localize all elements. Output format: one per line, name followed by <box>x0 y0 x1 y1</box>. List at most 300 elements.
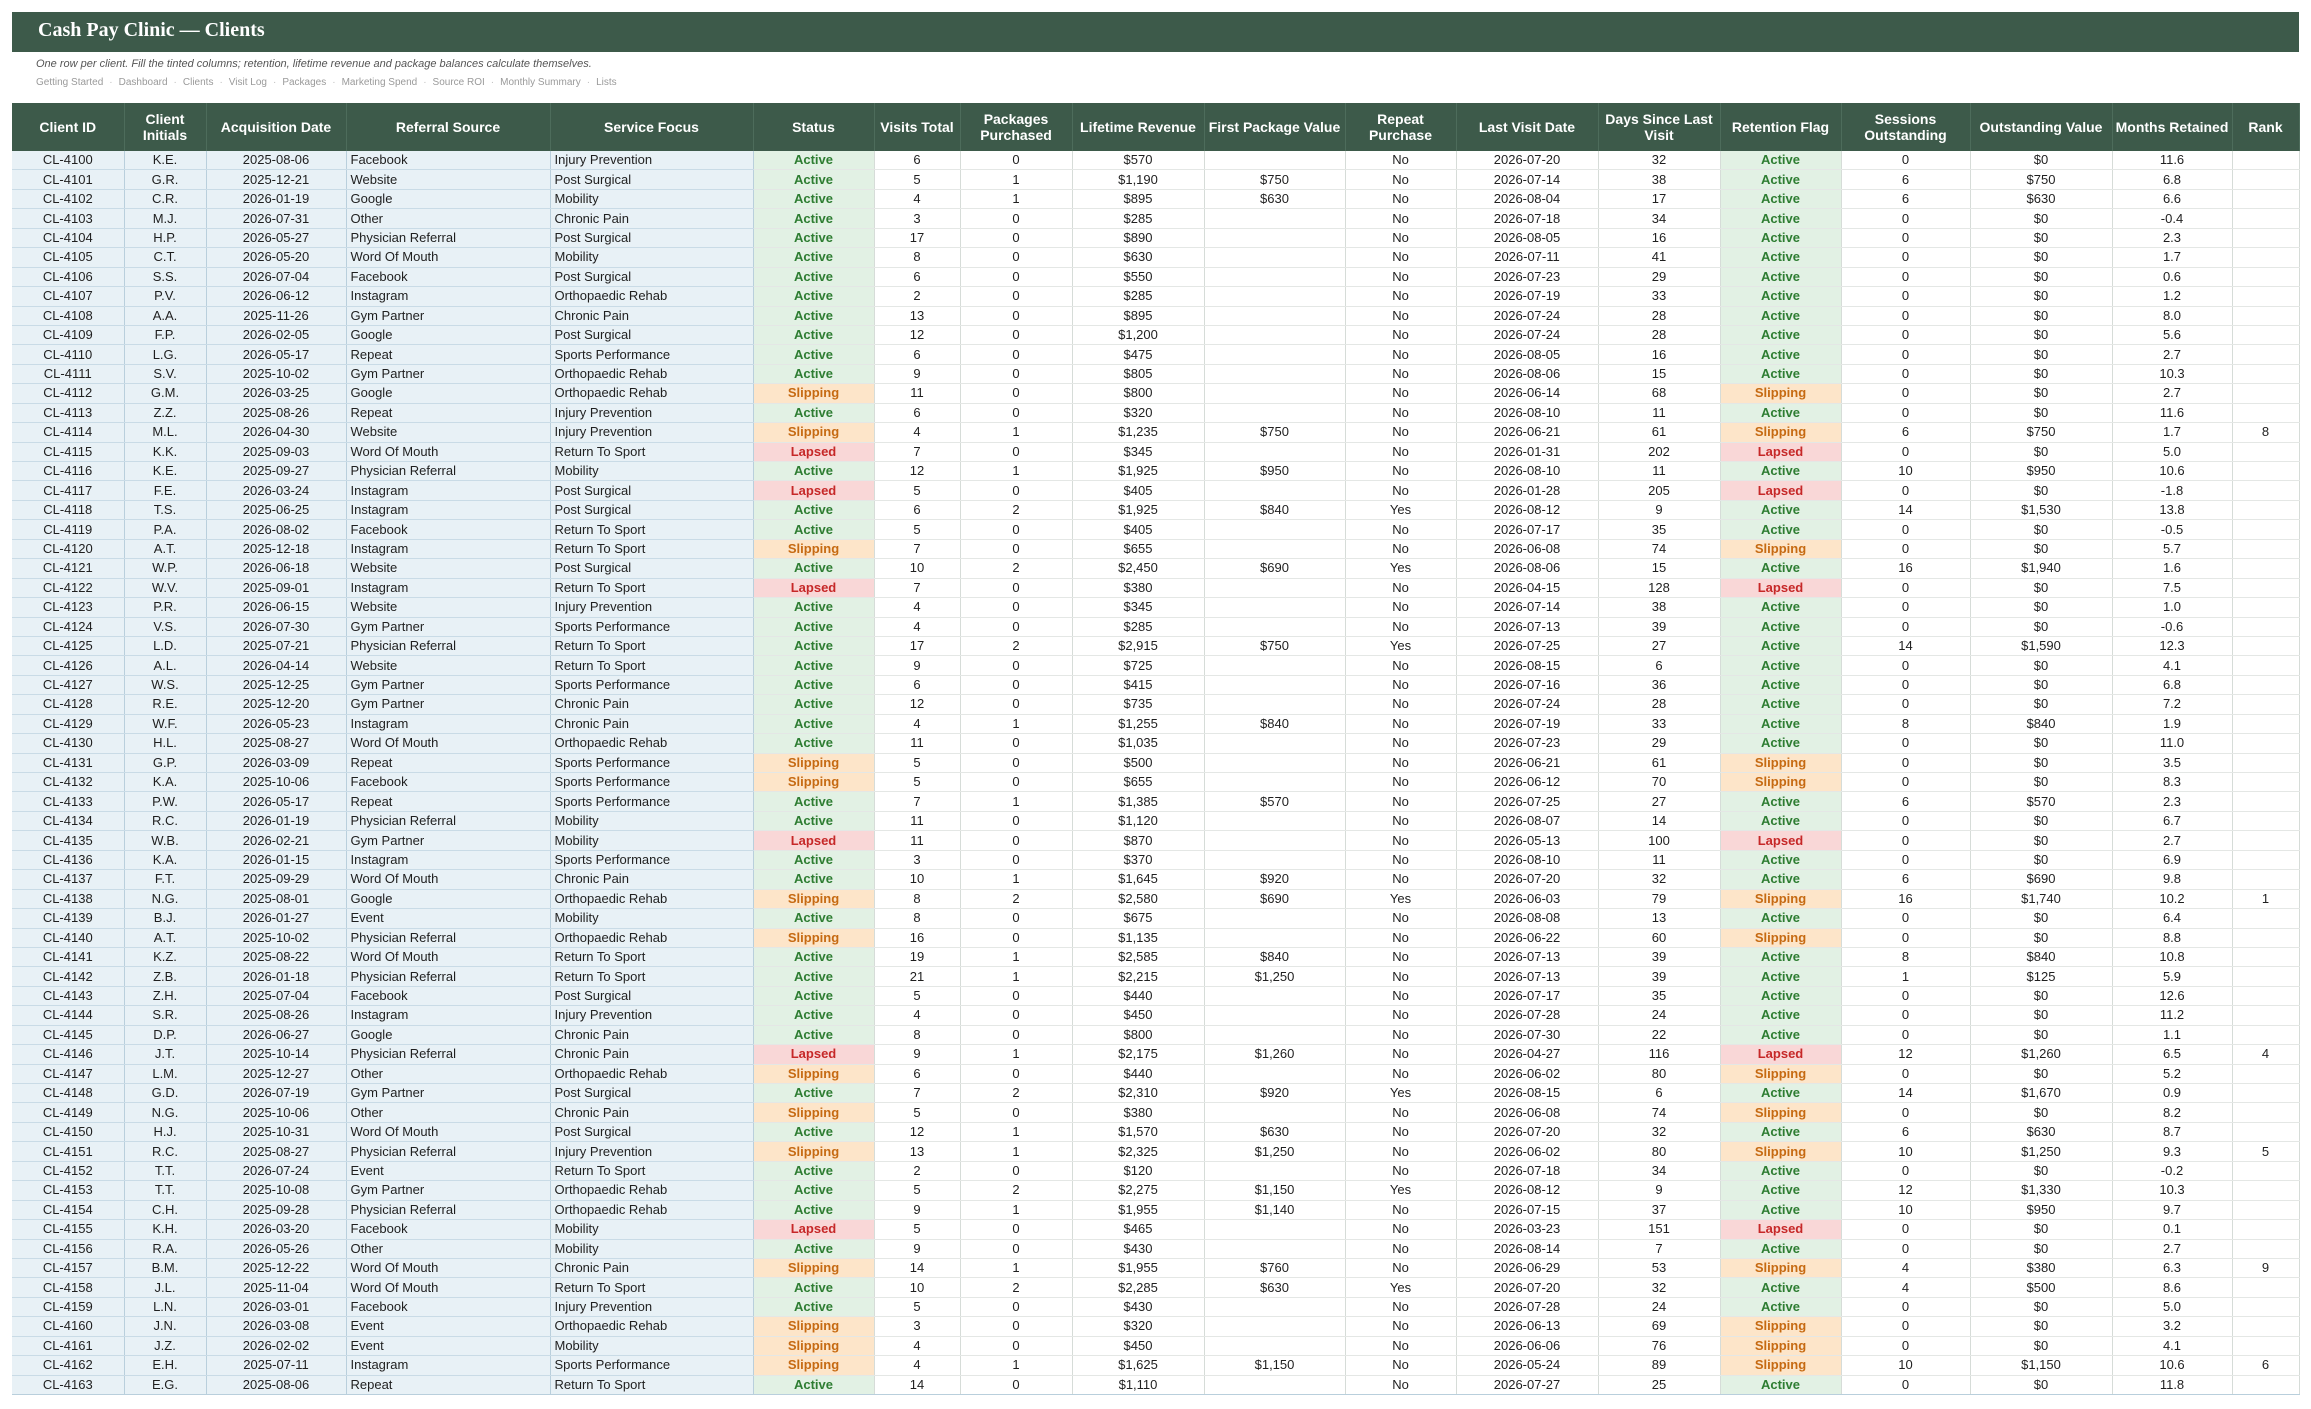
cell-client-id[interactable]: CL-4116 <box>12 462 124 481</box>
cell-retention-flag[interactable]: Slipping <box>1720 384 1841 403</box>
cell-months-retained[interactable]: 2.7 <box>2112 1239 2232 1258</box>
cell-first-package-value[interactable] <box>1204 403 1345 422</box>
cell-sessions-outstanding[interactable]: 0 <box>1841 1336 1970 1355</box>
cell-service-focus[interactable]: Return To Sport <box>550 442 753 461</box>
cell-referral-source[interactable]: Physician Referral <box>346 636 550 655</box>
cell-visits-total[interactable]: 14 <box>874 1375 960 1394</box>
cell-first-package-value[interactable] <box>1204 1239 1345 1258</box>
cell-last-visit-date[interactable]: 2026-06-21 <box>1456 423 1598 442</box>
cell-lifetime-revenue[interactable]: $450 <box>1072 1336 1204 1355</box>
cell-packages-purchased[interactable]: 0 <box>960 928 1072 947</box>
cell-first-package-value[interactable] <box>1204 578 1345 597</box>
cell-outstanding-value[interactable]: $0 <box>1970 850 2112 869</box>
cell-referral-source[interactable]: Physician Referral <box>346 1045 550 1064</box>
cell-outstanding-value[interactable]: $0 <box>1970 831 2112 850</box>
cell-first-package-value[interactable]: $1,150 <box>1204 1181 1345 1200</box>
cell-acquisition-date[interactable]: 2026-05-27 <box>206 228 346 247</box>
cell-visits-total[interactable]: 6 <box>874 267 960 286</box>
cell-outstanding-value[interactable]: $690 <box>1970 870 2112 889</box>
cell-acquisition-date[interactable]: 2025-07-11 <box>206 1356 346 1375</box>
cell-client-initials[interactable]: W.V. <box>124 578 206 597</box>
cell-packages-purchased[interactable]: 1 <box>960 967 1072 986</box>
cell-retention-flag[interactable]: Active <box>1720 500 1841 519</box>
cell-outstanding-value[interactable]: $0 <box>1970 753 2112 772</box>
cell-referral-source[interactable]: Physician Referral <box>346 1200 550 1219</box>
cell-visits-total[interactable]: 8 <box>874 1025 960 1044</box>
cell-retention-flag[interactable]: Active <box>1720 1122 1841 1141</box>
cell-days-since-last-visit[interactable]: 116 <box>1598 1045 1720 1064</box>
cell-retention-flag[interactable]: Active <box>1720 1161 1841 1180</box>
cell-retention-flag[interactable]: Active <box>1720 675 1841 694</box>
column-header-lifetime-revenue[interactable]: Lifetime Revenue <box>1072 103 1204 151</box>
cell-last-visit-date[interactable]: 2026-03-23 <box>1456 1220 1598 1239</box>
cell-acquisition-date[interactable]: 2026-04-30 <box>206 423 346 442</box>
cell-client-initials[interactable]: H.J. <box>124 1122 206 1141</box>
cell-sessions-outstanding[interactable]: 10 <box>1841 1200 1970 1219</box>
cell-last-visit-date[interactable]: 2026-08-05 <box>1456 345 1598 364</box>
column-header-client-id[interactable]: Client ID <box>12 103 124 151</box>
cell-client-id[interactable]: CL-4118 <box>12 500 124 519</box>
cell-referral-source[interactable]: Website <box>346 598 550 617</box>
cell-status[interactable]: Active <box>753 287 874 306</box>
cell-last-visit-date[interactable]: 2026-07-19 <box>1456 714 1598 733</box>
cell-retention-flag[interactable]: Active <box>1720 248 1841 267</box>
cell-last-visit-date[interactable]: 2026-07-20 <box>1456 870 1598 889</box>
cell-last-visit-date[interactable]: 2026-08-04 <box>1456 189 1598 208</box>
cell-rank[interactable] <box>2232 170 2299 189</box>
cell-retention-flag[interactable]: Slipping <box>1720 928 1841 947</box>
cell-outstanding-value[interactable]: $0 <box>1970 773 2112 792</box>
cell-service-focus[interactable]: Return To Sport <box>550 1161 753 1180</box>
cell-days-since-last-visit[interactable]: 89 <box>1598 1356 1720 1375</box>
cell-months-retained[interactable]: 8.2 <box>2112 1103 2232 1122</box>
cell-repeat-purchase[interactable]: No <box>1345 403 1456 422</box>
cell-acquisition-date[interactable]: 2026-07-31 <box>206 209 346 228</box>
cell-repeat-purchase[interactable]: No <box>1345 1064 1456 1083</box>
cell-lifetime-revenue[interactable]: $550 <box>1072 267 1204 286</box>
cell-lifetime-revenue[interactable]: $1,200 <box>1072 325 1204 344</box>
cell-service-focus[interactable]: Mobility <box>550 909 753 928</box>
cell-outstanding-value[interactable]: $0 <box>1970 1161 2112 1180</box>
cell-first-package-value[interactable] <box>1204 675 1345 694</box>
cell-months-retained[interactable]: 6.9 <box>2112 850 2232 869</box>
cell-status[interactable]: Active <box>753 1278 874 1297</box>
cell-months-retained[interactable]: 10.8 <box>2112 947 2232 966</box>
cell-rank[interactable] <box>2232 967 2299 986</box>
cell-sessions-outstanding[interactable]: 0 <box>1841 364 1970 383</box>
cell-outstanding-value[interactable]: $570 <box>1970 792 2112 811</box>
cell-first-package-value[interactable] <box>1204 1336 1345 1355</box>
cell-sessions-outstanding[interactable]: 0 <box>1841 811 1970 830</box>
cell-days-since-last-visit[interactable]: 27 <box>1598 792 1720 811</box>
cell-client-initials[interactable]: G.M. <box>124 384 206 403</box>
cell-last-visit-date[interactable]: 2026-07-17 <box>1456 986 1598 1005</box>
cell-lifetime-revenue[interactable]: $430 <box>1072 1239 1204 1258</box>
cell-days-since-last-visit[interactable]: 11 <box>1598 462 1720 481</box>
cell-outstanding-value[interactable]: $0 <box>1970 1006 2112 1025</box>
cell-months-retained[interactable]: 9.8 <box>2112 870 2232 889</box>
cell-status[interactable]: Active <box>753 403 874 422</box>
cell-visits-total[interactable]: 5 <box>874 481 960 500</box>
cell-rank[interactable] <box>2232 520 2299 539</box>
cell-packages-purchased[interactable]: 2 <box>960 1181 1072 1200</box>
cell-first-package-value[interactable]: $1,260 <box>1204 1045 1345 1064</box>
cell-lifetime-revenue[interactable]: $2,580 <box>1072 889 1204 908</box>
cell-referral-source[interactable]: Website <box>346 170 550 189</box>
cell-packages-purchased[interactable]: 2 <box>960 559 1072 578</box>
cell-referral-source[interactable]: Instagram <box>346 850 550 869</box>
cell-status[interactable]: Active <box>753 228 874 247</box>
cell-repeat-purchase[interactable]: No <box>1345 1006 1456 1025</box>
cell-status[interactable]: Slipping <box>753 384 874 403</box>
cell-last-visit-date[interactable]: 2026-07-17 <box>1456 520 1598 539</box>
cell-visits-total[interactable]: 10 <box>874 559 960 578</box>
cell-retention-flag[interactable]: Slipping <box>1720 1142 1841 1161</box>
nav-link-clients[interactable]: Clients <box>182 77 214 88</box>
cell-service-focus[interactable]: Orthopaedic Rehab <box>550 1200 753 1219</box>
cell-sessions-outstanding[interactable]: 10 <box>1841 1356 1970 1375</box>
cell-client-id[interactable]: CL-4102 <box>12 189 124 208</box>
cell-packages-purchased[interactable]: 0 <box>960 384 1072 403</box>
cell-status[interactable]: Active <box>753 1122 874 1141</box>
cell-months-retained[interactable]: 6.8 <box>2112 675 2232 694</box>
cell-client-initials[interactable]: C.T. <box>124 248 206 267</box>
cell-lifetime-revenue[interactable]: $2,915 <box>1072 636 1204 655</box>
cell-first-package-value[interactable]: $840 <box>1204 947 1345 966</box>
cell-months-retained[interactable]: 2.7 <box>2112 831 2232 850</box>
cell-lifetime-revenue[interactable]: $1,570 <box>1072 1122 1204 1141</box>
cell-acquisition-date[interactable]: 2025-12-25 <box>206 675 346 694</box>
cell-status[interactable]: Active <box>753 364 874 383</box>
cell-referral-source[interactable]: Repeat <box>346 753 550 772</box>
cell-status[interactable]: Slipping <box>753 1142 874 1161</box>
cell-acquisition-date[interactable]: 2026-06-27 <box>206 1025 346 1044</box>
cell-visits-total[interactable]: 4 <box>874 714 960 733</box>
cell-first-package-value[interactable] <box>1204 481 1345 500</box>
cell-lifetime-revenue[interactable]: $1,135 <box>1072 928 1204 947</box>
cell-packages-purchased[interactable]: 1 <box>960 423 1072 442</box>
cell-rank[interactable] <box>2232 287 2299 306</box>
cell-repeat-purchase[interactable]: No <box>1345 1200 1456 1219</box>
cell-first-package-value[interactable]: $1,250 <box>1204 967 1345 986</box>
cell-status[interactable]: Active <box>753 598 874 617</box>
cell-first-package-value[interactable]: $750 <box>1204 636 1345 655</box>
cell-acquisition-date[interactable]: 2026-05-17 <box>206 345 346 364</box>
cell-service-focus[interactable]: Injury Prevention <box>550 1142 753 1161</box>
cell-rank[interactable] <box>2232 598 2299 617</box>
cell-visits-total[interactable]: 3 <box>874 850 960 869</box>
cell-last-visit-date[interactable]: 2026-08-10 <box>1456 462 1598 481</box>
cell-lifetime-revenue[interactable]: $285 <box>1072 209 1204 228</box>
cell-acquisition-date[interactable]: 2025-12-20 <box>206 695 346 714</box>
cell-service-focus[interactable]: Orthopaedic Rehab <box>550 287 753 306</box>
cell-last-visit-date[interactable]: 2026-06-12 <box>1456 773 1598 792</box>
cell-outstanding-value[interactable]: $0 <box>1970 228 2112 247</box>
cell-sessions-outstanding[interactable]: 0 <box>1841 675 1970 694</box>
cell-service-focus[interactable]: Mobility <box>550 189 753 208</box>
cell-packages-purchased[interactable]: 0 <box>960 345 1072 364</box>
cell-outstanding-value[interactable]: $950 <box>1970 462 2112 481</box>
cell-months-retained[interactable]: 10.6 <box>2112 1356 2232 1375</box>
cell-packages-purchased[interactable]: 0 <box>960 811 1072 830</box>
cell-outstanding-value[interactable]: $0 <box>1970 151 2112 170</box>
cell-rank[interactable] <box>2232 675 2299 694</box>
cell-outstanding-value[interactable]: $0 <box>1970 695 2112 714</box>
cell-outstanding-value[interactable]: $0 <box>1970 1220 2112 1239</box>
cell-service-focus[interactable]: Return To Sport <box>550 1375 753 1394</box>
cell-last-visit-date[interactable]: 2026-07-25 <box>1456 792 1598 811</box>
cell-client-id[interactable]: CL-4160 <box>12 1317 124 1336</box>
cell-repeat-purchase[interactable]: No <box>1345 462 1456 481</box>
cell-sessions-outstanding[interactable]: 12 <box>1841 1045 1970 1064</box>
cell-months-retained[interactable]: 1.1 <box>2112 1025 2232 1044</box>
cell-last-visit-date[interactable]: 2026-08-15 <box>1456 1084 1598 1103</box>
cell-packages-purchased[interactable]: 1 <box>960 170 1072 189</box>
cell-client-id[interactable]: CL-4128 <box>12 695 124 714</box>
cell-outstanding-value[interactable]: $1,250 <box>1970 1142 2112 1161</box>
cell-retention-flag[interactable]: Slipping <box>1720 1064 1841 1083</box>
cell-last-visit-date[interactable]: 2026-08-06 <box>1456 364 1598 383</box>
cell-visits-total[interactable]: 17 <box>874 228 960 247</box>
cell-outstanding-value[interactable]: $0 <box>1970 1375 2112 1394</box>
cell-acquisition-date[interactable]: 2026-02-02 <box>206 1336 346 1355</box>
cell-packages-purchased[interactable]: 1 <box>960 1258 1072 1277</box>
cell-days-since-last-visit[interactable]: 24 <box>1598 1297 1720 1316</box>
cell-first-package-value[interactable] <box>1204 287 1345 306</box>
cell-last-visit-date[interactable]: 2026-06-08 <box>1456 1103 1598 1122</box>
cell-referral-source[interactable]: Instagram <box>346 1006 550 1025</box>
cell-packages-purchased[interactable]: 2 <box>960 636 1072 655</box>
cell-client-id[interactable]: CL-4129 <box>12 714 124 733</box>
cell-months-retained[interactable]: 5.0 <box>2112 442 2232 461</box>
cell-acquisition-date[interactable]: 2025-08-06 <box>206 1375 346 1394</box>
cell-lifetime-revenue[interactable]: $1,625 <box>1072 1356 1204 1375</box>
cell-days-since-last-visit[interactable]: 17 <box>1598 189 1720 208</box>
cell-rank[interactable]: 5 <box>2232 1142 2299 1161</box>
cell-packages-purchased[interactable]: 0 <box>960 773 1072 792</box>
cell-months-retained[interactable]: 6.4 <box>2112 909 2232 928</box>
cell-visits-total[interactable]: 12 <box>874 695 960 714</box>
cell-visits-total[interactable]: 4 <box>874 617 960 636</box>
cell-lifetime-revenue[interactable]: $450 <box>1072 1006 1204 1025</box>
cell-retention-flag[interactable]: Slipping <box>1720 1103 1841 1122</box>
cell-sessions-outstanding[interactable]: 0 <box>1841 928 1970 947</box>
cell-repeat-purchase[interactable]: No <box>1345 1122 1456 1141</box>
cell-repeat-purchase[interactable]: No <box>1345 714 1456 733</box>
cell-referral-source[interactable]: Gym Partner <box>346 306 550 325</box>
cell-service-focus[interactable]: Mobility <box>550 1336 753 1355</box>
cell-days-since-last-visit[interactable]: 14 <box>1598 811 1720 830</box>
cell-lifetime-revenue[interactable]: $405 <box>1072 520 1204 539</box>
cell-repeat-purchase[interactable]: No <box>1345 1297 1456 1316</box>
cell-acquisition-date[interactable]: 2026-07-30 <box>206 617 346 636</box>
cell-client-initials[interactable]: N.G. <box>124 889 206 908</box>
cell-retention-flag[interactable]: Active <box>1720 1006 1841 1025</box>
cell-months-retained[interactable]: 11.6 <box>2112 151 2232 170</box>
cell-referral-source[interactable]: Gym Partner <box>346 1181 550 1200</box>
cell-packages-purchased[interactable]: 0 <box>960 481 1072 500</box>
cell-first-package-value[interactable] <box>1204 151 1345 170</box>
cell-first-package-value[interactable] <box>1204 228 1345 247</box>
cell-sessions-outstanding[interactable]: 6 <box>1841 792 1970 811</box>
column-header-repeat-purchase[interactable]: Repeat Purchase <box>1345 103 1456 151</box>
cell-repeat-purchase[interactable]: No <box>1345 850 1456 869</box>
cell-rank[interactable]: 9 <box>2232 1258 2299 1277</box>
cell-packages-purchased[interactable]: 1 <box>960 870 1072 889</box>
cell-retention-flag[interactable]: Active <box>1720 792 1841 811</box>
cell-months-retained[interactable]: 3.2 <box>2112 1317 2232 1336</box>
cell-lifetime-revenue[interactable]: $2,175 <box>1072 1045 1204 1064</box>
cell-rank[interactable] <box>2232 734 2299 753</box>
cell-repeat-purchase[interactable]: No <box>1345 267 1456 286</box>
cell-visits-total[interactable]: 3 <box>874 209 960 228</box>
cell-referral-source[interactable]: Google <box>346 325 550 344</box>
cell-acquisition-date[interactable]: 2026-05-23 <box>206 714 346 733</box>
cell-referral-source[interactable]: Gym Partner <box>346 675 550 694</box>
cell-retention-flag[interactable]: Active <box>1720 228 1841 247</box>
cell-referral-source[interactable]: Gym Partner <box>346 695 550 714</box>
cell-service-focus[interactable]: Return To Sport <box>550 539 753 558</box>
cell-repeat-purchase[interactable]: No <box>1345 209 1456 228</box>
cell-packages-purchased[interactable]: 0 <box>960 267 1072 286</box>
cell-status[interactable]: Active <box>753 500 874 519</box>
cell-visits-total[interactable]: 10 <box>874 870 960 889</box>
cell-retention-flag[interactable]: Active <box>1720 811 1841 830</box>
cell-acquisition-date[interactable]: 2025-12-21 <box>206 170 346 189</box>
cell-lifetime-revenue[interactable]: $2,325 <box>1072 1142 1204 1161</box>
cell-status[interactable]: Slipping <box>753 423 874 442</box>
cell-client-id[interactable]: CL-4162 <box>12 1356 124 1375</box>
cell-months-retained[interactable]: 9.3 <box>2112 1142 2232 1161</box>
cell-client-initials[interactable]: G.R. <box>124 170 206 189</box>
cell-service-focus[interactable]: Orthopaedic Rehab <box>550 889 753 908</box>
cell-packages-purchased[interactable]: 0 <box>960 617 1072 636</box>
cell-repeat-purchase[interactable]: No <box>1345 384 1456 403</box>
cell-sessions-outstanding[interactable]: 0 <box>1841 539 1970 558</box>
cell-sessions-outstanding[interactable]: 12 <box>1841 1181 1970 1200</box>
cell-repeat-purchase[interactable]: Yes <box>1345 1084 1456 1103</box>
cell-rank[interactable] <box>2232 870 2299 889</box>
cell-rank[interactable] <box>2232 442 2299 461</box>
cell-repeat-purchase[interactable]: No <box>1345 986 1456 1005</box>
cell-months-retained[interactable]: 5.2 <box>2112 1064 2232 1083</box>
cell-months-retained[interactable]: -0.6 <box>2112 617 2232 636</box>
cell-first-package-value[interactable]: $950 <box>1204 462 1345 481</box>
cell-lifetime-revenue[interactable]: $380 <box>1072 1103 1204 1122</box>
cell-client-id[interactable]: CL-4111 <box>12 364 124 383</box>
cell-retention-flag[interactable]: Lapsed <box>1720 1045 1841 1064</box>
cell-referral-source[interactable]: Physician Referral <box>346 967 550 986</box>
cell-sessions-outstanding[interactable]: 6 <box>1841 423 1970 442</box>
cell-client-initials[interactable]: J.L. <box>124 1278 206 1297</box>
cell-months-retained[interactable]: -0.5 <box>2112 520 2232 539</box>
cell-client-id[interactable]: CL-4156 <box>12 1239 124 1258</box>
cell-outstanding-value[interactable]: $0 <box>1970 675 2112 694</box>
cell-visits-total[interactable]: 8 <box>874 248 960 267</box>
cell-sessions-outstanding[interactable]: 0 <box>1841 1297 1970 1316</box>
cell-lifetime-revenue[interactable]: $405 <box>1072 481 1204 500</box>
cell-visits-total[interactable]: 5 <box>874 1297 960 1316</box>
cell-client-initials[interactable]: A.T. <box>124 928 206 947</box>
cell-referral-source[interactable]: Instagram <box>346 578 550 597</box>
cell-first-package-value[interactable] <box>1204 1297 1345 1316</box>
cell-months-retained[interactable]: 8.6 <box>2112 1278 2232 1297</box>
cell-visits-total[interactable]: 5 <box>874 1220 960 1239</box>
cell-rank[interactable] <box>2232 928 2299 947</box>
cell-visits-total[interactable]: 21 <box>874 967 960 986</box>
cell-sessions-outstanding[interactable]: 0 <box>1841 384 1970 403</box>
cell-client-initials[interactable]: W.B. <box>124 831 206 850</box>
cell-rank[interactable] <box>2232 462 2299 481</box>
cell-visits-total[interactable]: 16 <box>874 928 960 947</box>
cell-last-visit-date[interactable]: 2026-07-16 <box>1456 675 1598 694</box>
cell-visits-total[interactable]: 8 <box>874 889 960 908</box>
cell-last-visit-date[interactable]: 2026-07-28 <box>1456 1297 1598 1316</box>
cell-service-focus[interactable]: Chronic Pain <box>550 306 753 325</box>
cell-status[interactable]: Active <box>753 947 874 966</box>
cell-acquisition-date[interactable]: 2026-05-26 <box>206 1239 346 1258</box>
cell-outstanding-value[interactable]: $0 <box>1970 909 2112 928</box>
cell-retention-flag[interactable]: Active <box>1720 287 1841 306</box>
cell-first-package-value[interactable]: $920 <box>1204 870 1345 889</box>
cell-acquisition-date[interactable]: 2025-12-27 <box>206 1064 346 1083</box>
cell-months-retained[interactable]: 10.3 <box>2112 1181 2232 1200</box>
cell-service-focus[interactable]: Post Surgical <box>550 559 753 578</box>
cell-retention-flag[interactable]: Active <box>1720 1278 1841 1297</box>
cell-referral-source[interactable]: Word Of Mouth <box>346 870 550 889</box>
cell-status[interactable]: Slipping <box>753 753 874 772</box>
cell-last-visit-date[interactable]: 2026-08-15 <box>1456 656 1598 675</box>
cell-visits-total[interactable]: 9 <box>874 1200 960 1219</box>
cell-last-visit-date[interactable]: 2026-08-10 <box>1456 403 1598 422</box>
cell-retention-flag[interactable]: Active <box>1720 1239 1841 1258</box>
cell-first-package-value[interactable] <box>1204 1103 1345 1122</box>
cell-client-id[interactable]: CL-4143 <box>12 986 124 1005</box>
cell-client-id[interactable]: CL-4131 <box>12 753 124 772</box>
cell-last-visit-date[interactable]: 2026-06-22 <box>1456 928 1598 947</box>
cell-rank[interactable] <box>2232 1122 2299 1141</box>
cell-packages-purchased[interactable]: 1 <box>960 1045 1072 1064</box>
cell-repeat-purchase[interactable]: No <box>1345 947 1456 966</box>
cell-rank[interactable] <box>2232 753 2299 772</box>
cell-lifetime-revenue[interactable]: $1,955 <box>1072 1258 1204 1277</box>
cell-packages-purchased[interactable]: 0 <box>960 1239 1072 1258</box>
cell-sessions-outstanding[interactable]: 0 <box>1841 1375 1970 1394</box>
column-header-status[interactable]: Status <box>753 103 874 151</box>
cell-rank[interactable] <box>2232 209 2299 228</box>
cell-referral-source[interactable]: Facebook <box>346 1297 550 1316</box>
cell-client-id[interactable]: CL-4135 <box>12 831 124 850</box>
cell-service-focus[interactable]: Mobility <box>550 831 753 850</box>
cell-packages-purchased[interactable]: 0 <box>960 656 1072 675</box>
cell-service-focus[interactable]: Post Surgical <box>550 986 753 1005</box>
cell-outstanding-value[interactable]: $0 <box>1970 384 2112 403</box>
cell-referral-source[interactable]: Word Of Mouth <box>346 442 550 461</box>
cell-months-retained[interactable]: 1.0 <box>2112 598 2232 617</box>
column-header-sessions-outstanding[interactable]: Sessions Outstanding <box>1841 103 1970 151</box>
cell-first-package-value[interactable] <box>1204 695 1345 714</box>
cell-packages-purchased[interactable]: 0 <box>960 1064 1072 1083</box>
cell-last-visit-date[interactable]: 2026-08-08 <box>1456 909 1598 928</box>
cell-service-focus[interactable]: Chronic Pain <box>550 1025 753 1044</box>
cell-retention-flag[interactable]: Active <box>1720 345 1841 364</box>
cell-last-visit-date[interactable]: 2026-07-20 <box>1456 1278 1598 1297</box>
cell-days-since-last-visit[interactable]: 100 <box>1598 831 1720 850</box>
cell-client-id[interactable]: CL-4158 <box>12 1278 124 1297</box>
cell-packages-purchased[interactable]: 2 <box>960 500 1072 519</box>
cell-acquisition-date[interactable]: 2026-07-19 <box>206 1084 346 1103</box>
cell-referral-source[interactable]: Facebook <box>346 1220 550 1239</box>
